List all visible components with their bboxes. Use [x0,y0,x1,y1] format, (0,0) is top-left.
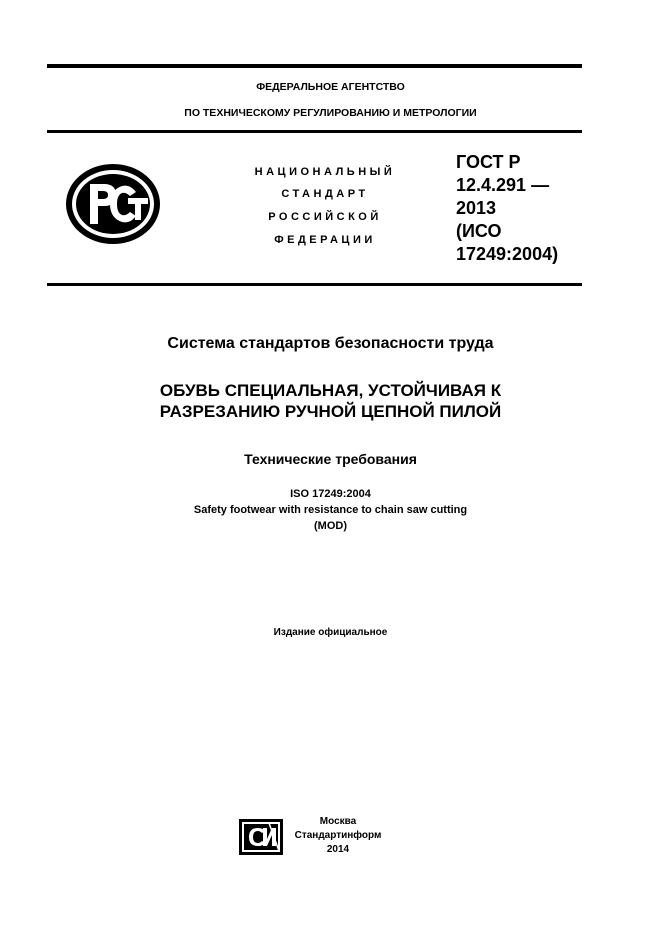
standard-type-line-3: РОССИЙСКОЙ [268,211,382,223]
iso-number: ISO 17249:2004 [290,488,371,500]
block-bottom-rule [47,283,582,286]
publisher-city: Москва [319,816,357,827]
system-title: Система стандартов безопасности труда [167,335,494,352]
standard-type-line-4: ФЕДЕРАЦИИ [274,234,376,246]
agency-line-2: ПО ТЕХНИЧЕСКОМУ РЕГУЛИРОВАНИЮ И МЕТРОЛОГИИ [184,107,477,119]
top-rule [47,64,582,68]
designation-line-1: ГОСТ Р [456,152,521,172]
block-top-rule [47,130,582,133]
main-title-line-1: ОБУВЬ СПЕЦИАЛЬНАЯ, УСТОЙЧИВАЯ К [159,381,502,400]
standard-designation [456,151,596,266]
designation-line-5: 17249:2004) [456,244,559,264]
standard-type-line-2: СТАНДАРТ [281,188,369,200]
publisher-name: Стандартинформ [294,830,382,841]
standartinform-logo [239,819,283,860]
iso-mod: (MOD) [314,520,347,532]
edition-label: Издание официальное [273,627,388,638]
designation-line-2: 12.4.291 — [456,175,550,195]
designation-line-4: (ИСО [456,221,502,241]
designation-line-3: 2013 [456,198,497,218]
subtitle: Технические требования [244,451,417,467]
standard-type-line-1: НАЦИОНАЛЬНЫЙ [254,166,396,178]
agency-line-1: ФЕДЕРАЛЬНОЕ АГЕНТСТВО [256,81,405,93]
iso-title: Safety footwear with resistance to chain saw cutting [193,504,468,516]
main-title-line-2: РАЗРЕЗАНИЮ РУЧНОЙ ЦЕПНОЙ ПИЛОЙ [159,402,502,421]
publisher-year: 2014 [326,844,350,855]
gost-r-logo [64,162,162,251]
